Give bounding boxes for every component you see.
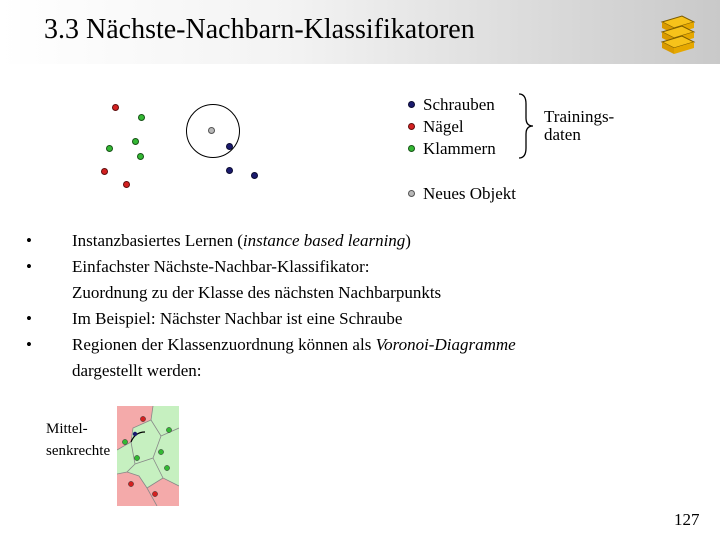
klammer-point <box>106 145 113 152</box>
legend-schrauben: Schrauben <box>408 95 495 115</box>
brace-icon <box>515 92 537 160</box>
nagel-point <box>112 104 119 111</box>
bullet-item: • Im Beispiel: Nächster Nachbar ist eine Schraube <box>26 309 403 328</box>
trainingsdaten-label: Trainings- daten <box>544 107 615 144</box>
neues-objekt-legend-icon <box>408 190 415 197</box>
nagel-point <box>123 181 130 188</box>
klammer-point <box>137 153 144 160</box>
klammer-legend-icon <box>408 145 415 152</box>
schraube-point <box>226 143 233 150</box>
neues-objekt-point <box>208 127 215 134</box>
slide-title: 3.3 Nächste-Nachbarn-Klassifikatoren <box>44 14 475 45</box>
schraube-point <box>226 167 233 174</box>
nagel-legend-icon <box>408 123 415 130</box>
klammer-point <box>132 138 139 145</box>
schraube-legend-icon <box>408 101 415 108</box>
bullet-item: • Einfachster Nächste-Nachbar-Klassifikator: Zuordnung zu der Klasse des nächsten Nachbarpunkts <box>26 257 442 302</box>
bullet-item: • Regionen der Klassenzuordnung können als Voronoi-Diagramme dargestellt werden: <box>26 335 516 380</box>
schraube-point <box>251 172 258 179</box>
page-number: 127 <box>674 510 700 529</box>
bullet-list <box>26 228 516 384</box>
logo-icon <box>658 12 698 56</box>
legend-naegel: Nägel <box>408 117 464 137</box>
voronoi-diagram <box>117 406 179 506</box>
legend-klammern: Klammern <box>408 139 496 159</box>
nagel-point <box>101 168 108 175</box>
mittelsenkrechte-label: Mittel- senkrechte <box>46 421 111 459</box>
slide-header <box>0 0 720 64</box>
legend-neues-objekt: Neues Objekt <box>408 184 516 204</box>
klammer-point <box>138 114 145 121</box>
bullet-item: • Instanzbasiertes Lernen (instance based learning) <box>26 231 411 250</box>
